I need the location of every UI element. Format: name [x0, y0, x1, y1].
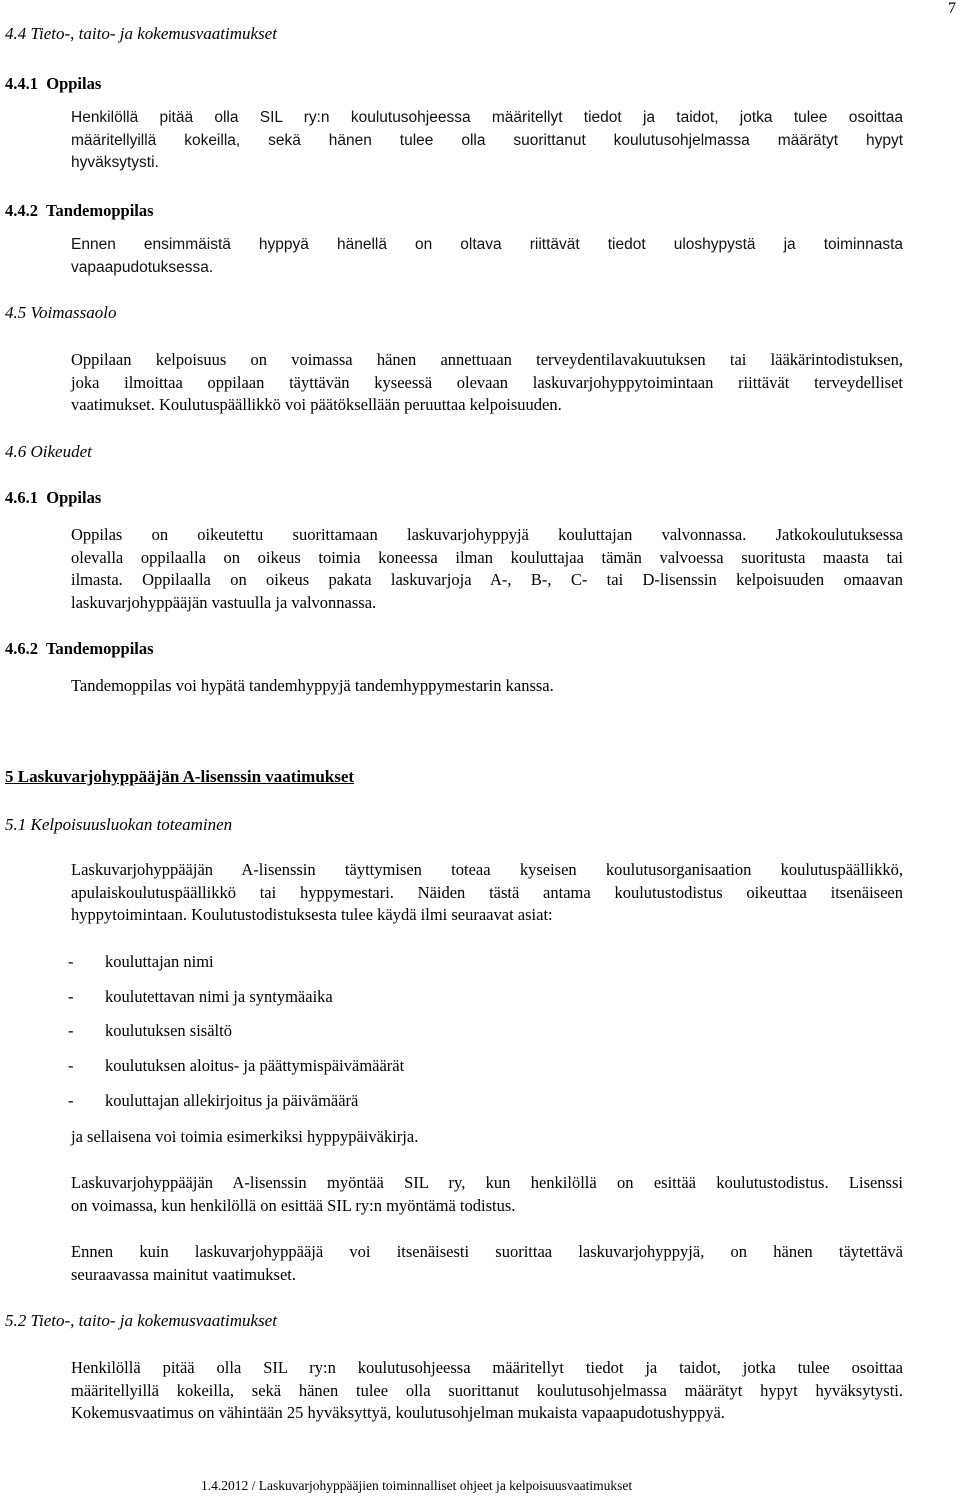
- list-item-text: kouluttajan nimi: [105, 952, 214, 971]
- section-5-2-paragraph: [71, 1357, 903, 1425]
- section-4-4-1-paragraph: [71, 107, 903, 175]
- section-number: 4.4.1: [5, 74, 38, 93]
- section-5-1-paragraph-4: [71, 1241, 903, 1286]
- list-item-text: koulutuksen sisältö: [105, 1021, 232, 1040]
- list-item-text: kouluttajan allekirjoitus ja päivämäärä: [105, 1091, 359, 1110]
- section-5-1-paragraph-2: ja sellaisena voi toimia esimerkiksi hyppypäiväkirja.: [71, 1127, 419, 1146]
- text-line: Henkilöllä pitää olla SIL ry:n koulutusohjeessa määritellyt tiedot ja taidot, jotka tulee osoittaa: [71, 109, 903, 126]
- text-line: joka ilmoittaa oppilaan täyttävän kyseessä olevaan laskuvarjohyppytoimintaan riittävät terveydelliset: [71, 372, 903, 392]
- text-line: ilmasta. Oppilaalla on oikeus pakata laskuvarjoja A-, B-, C- tai D-lisenssin kelpoisuuden omaavan: [71, 570, 903, 590]
- section-4-6-1-paragraph: [71, 524, 903, 614]
- section-number: 4.4.2: [5, 201, 38, 220]
- section-4-4-heading: 4.4 Tieto-, taito- ja kokemusvaatimukset: [5, 24, 277, 43]
- section-4-6-2-paragraph: Tandemoppilas voi hypätä tandemhyppyjä tandemhyppymestarin kanssa.: [71, 676, 554, 695]
- section-4-6-heading: 4.6 Oikeudet: [5, 442, 92, 461]
- section-title: Tandemoppilas: [45, 639, 154, 658]
- section-4-6-2-heading: [5, 639, 154, 659]
- section-4-4-1-heading: [5, 74, 101, 94]
- text-line: olevalla oppilaalla on oikeus toimia koneessa ilman kouluttajaa tämän valvoessa suoritusta maasta tai: [71, 547, 903, 567]
- text-line: vapaapudotuksessa.: [71, 258, 214, 276]
- text-line: laskuvarjohyppääjän vastuulla ja valvonnassa.: [71, 592, 377, 612]
- text-line: seuraavassa mainitut vaatimukset.: [71, 1264, 296, 1284]
- section-5-1-paragraph-3: [71, 1172, 903, 1217]
- page-footer: 1.4.2012 / Laskuvarjohyppääjien toiminnalliset ohjeet ja kelpoisuusvaatimukset: [201, 1478, 633, 1493]
- text-line: Ennen ensimmäistä hyppyä hänellä on oltava riittävät tiedot uloshypystä ja toiminnasta: [71, 236, 903, 253]
- list-item: [68, 1021, 232, 1041]
- text-line: Kokemusvaatimus on vähintään 25 hyväksyttyä, koulutusohjelman mukaista vapaapudotushyppyä.: [71, 1403, 725, 1423]
- section-4-5-heading: 4.5 Voimassaolo: [5, 303, 117, 322]
- list-item-text: koulutettavan nimi ja syntymäaika: [105, 987, 333, 1006]
- list-item: [68, 987, 333, 1007]
- text-line: Laskuvarjohyppääjän A-lisenssin myöntää SIL ry, kun henkilöllä on esittää koulutustodistus. Lisenssi: [71, 1173, 903, 1192]
- text-line: vaatimukset. Koulutuspäällikkö voi päätöksellään peruuttaa kelpoisuuden.: [71, 395, 562, 415]
- section-title: Oppilas: [46, 74, 102, 93]
- bullet-marker: -: [68, 1091, 74, 1110]
- text-line: apulaiskoulutuspäällikkö tai hyppymestari. Näiden tästä antama koulutustodistus oikeuttaa itsenäiseen: [71, 882, 903, 902]
- text-line: Oppilaan kelpoisuus on voimassa hänen annettuaan terveydentilavakuutuksen tai lääkärintodistuksen,: [71, 350, 903, 369]
- section-number: 4.6.1: [5, 488, 38, 507]
- list-item-text: koulutuksen aloitus- ja päättymispäivämäärät: [105, 1056, 405, 1075]
- page-number: 7: [948, 0, 956, 17]
- list-item: [68, 1056, 404, 1076]
- text-line: Ennen kuin laskuvarjohyppääjä voi itsenäisesti suorittaa laskuvarjohyppyjä, on hänen täytettävä: [71, 1242, 903, 1261]
- bullet-marker: -: [68, 1056, 74, 1075]
- text-line: määritellyillä kokeilla, sekä hänen tulee olla suorittanut koulutusohjelmassa määrätyt hypyt: [71, 131, 903, 149]
- text-line: Henkilöllä pitää olla SIL ry:n koulutusohjeessa määritellyt tiedot ja taidot, jotka tulee osoittaa: [71, 1358, 903, 1377]
- text-line: Laskuvarjohyppääjän A-lisenssin täyttymisen toteaa kyseisen koulutusorganisaation koulutuspäällikkö,: [71, 860, 903, 879]
- bullet-marker: -: [68, 1021, 74, 1040]
- text-line: Oppilas on oikeutettu suorittamaan laskuvarjohyppyjä kouluttajan valvonnassa. Jatkokoulutuksessa: [71, 525, 903, 544]
- bullet-marker: -: [68, 952, 74, 971]
- list-item: [68, 1091, 358, 1111]
- section-number: 4.6.2: [5, 639, 38, 658]
- section-4-6-1-heading: [5, 488, 101, 508]
- list-item: [68, 952, 214, 972]
- text-line: hyväksytysti.: [71, 154, 159, 172]
- text-line: on voimassa, kun henkilöllä on esittää SIL ry:n myöntämä todistus.: [71, 1195, 516, 1215]
- section-4-4-2-heading: [5, 201, 154, 221]
- section-4-5-paragraph: [71, 349, 903, 417]
- section-5-1-heading: 5.1 Kelpoisuusluokan toteaminen: [5, 815, 233, 834]
- section-title: Oppilas: [46, 488, 102, 507]
- section-5-2-heading: 5.2 Tieto-, taito- ja kokemusvaatimukset: [5, 1311, 277, 1330]
- text-line: määritellyillä kokeilla, sekä hänen tulee olla suorittanut koulutusohjelmassa määrätyt hypyt hyväksytysti.: [71, 1380, 903, 1400]
- section-title: Tandemoppilas: [45, 201, 154, 220]
- bullet-marker: -: [68, 987, 74, 1006]
- text-line: hyppytoimintaan. Koulutustodistuksesta tulee käydä ilmi seuraavat asiat:: [71, 905, 553, 925]
- chapter-5-heading: 5 Laskuvarjohyppääjän A-lisenssin vaatimukset: [5, 767, 355, 786]
- section-5-1-paragraph-1: [71, 859, 903, 927]
- section-4-4-2-paragraph: [71, 234, 903, 279]
